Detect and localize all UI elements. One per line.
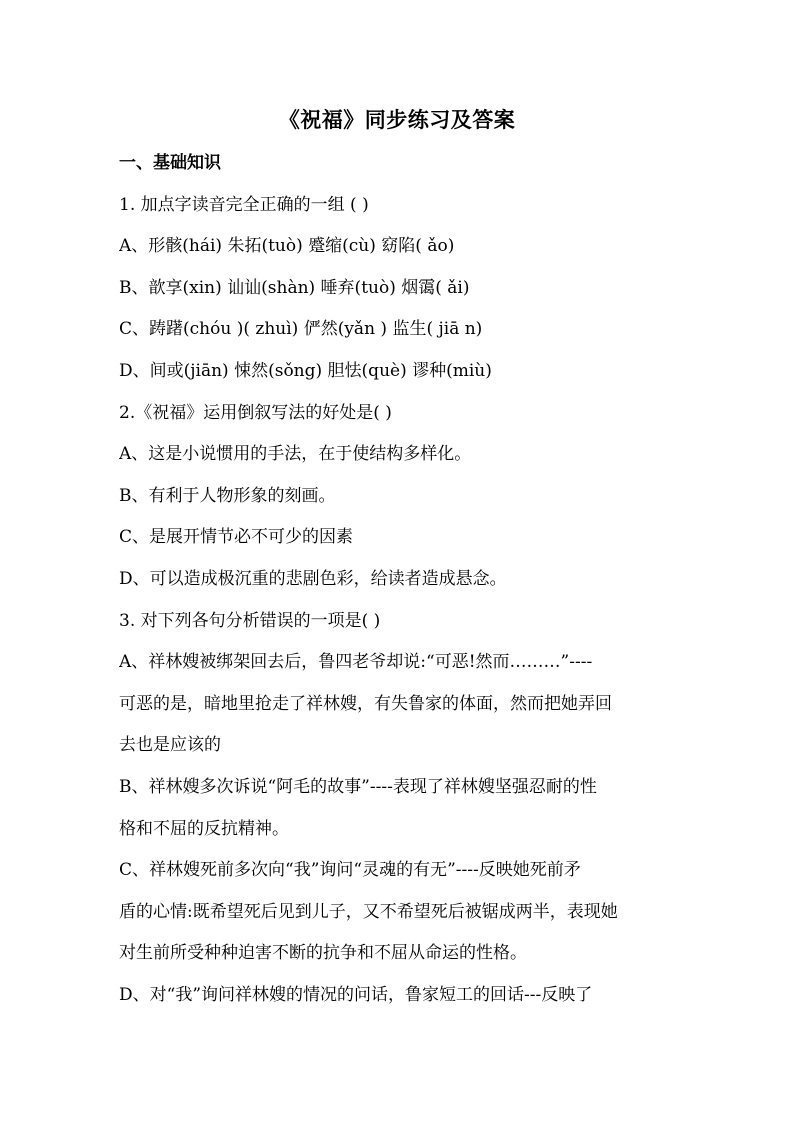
question-3-option-c-line-2: 盾的心情:既希望死后见到儿子，又不希望死后被锯成两半，表现她 xyxy=(119,901,618,922)
question-1-stem: 1. 加点字读音完全正确的一组 ( ) xyxy=(119,194,369,215)
section-heading: 一、基础知识 xyxy=(119,153,221,173)
question-3-option-c-line-1: C、祥林嫂死前多次向“我”询问“灵魂的有无”----反映她死前矛 xyxy=(119,860,581,881)
question-2-option-c: C、是展开情节必不可少的因素 xyxy=(119,527,354,548)
document-title: 《祝福》同步练习及答案 xyxy=(278,107,516,132)
question-3-option-a-line-1: A、祥林嫂被绑架回去后，鲁四老爷却说:“可恶!然而………”---- xyxy=(119,652,593,673)
question-2-stem: 2.《祝福》运用倒叙写法的好处是( ) xyxy=(119,402,392,423)
question-1-option-b: B、歆享(xin) 讪讪(shàn) 唾弃(tuò) 烟霭( ǎi) xyxy=(119,277,470,298)
question-3-option-c-line-3: 对生前所受种种迫害不断的抗争和不屈从命运的性格。 xyxy=(119,943,527,964)
document-body xyxy=(119,143,679,1016)
question-3-option-d-line-1: D、对“我”询问祥林嫂的情况的问话，鲁家短工的回话---反映了 xyxy=(119,984,593,1005)
question-2-option-a: A、这是小说惯用的手法，在于使结构多样化。 xyxy=(119,444,472,465)
question-1-option-d: D、间或(jiān) 悚然(sǒng) 胆怯(què) 谬种(miù) xyxy=(119,360,492,381)
question-2-option-d: D、可以造成极沉重的悲剧色彩，给读者造成悬念。 xyxy=(119,568,507,589)
question-2-option-b: B、有利于人物形象的刻画。 xyxy=(119,485,336,506)
question-1-option-a: A、形骸(hái) 朱拓(tuò) 蹙缩(cù) 窈陷( ǎo) xyxy=(119,236,455,257)
question-3-option-b-line-2: 格和不屈的反抗精神。 xyxy=(119,818,289,839)
question-3-option-b-line-1: B、祥林嫂多次诉说“阿毛的故事”----表现了祥林嫂坚强忍耐的性 xyxy=(119,776,597,797)
question-3-option-a-line-2: 可恶的是，暗地里抢走了祥林嫂，有失鲁家的体面，然而把她弄回 xyxy=(119,693,612,714)
question-3-stem: 3. 对下列各句分析错误的一项是( ) xyxy=(119,610,381,631)
question-1-option-c: C、踌躇(chóu )( zhuì) 俨然(yǎn ) 监生( jiā n) xyxy=(119,319,483,340)
question-3-option-a-line-3: 去也是应该的 xyxy=(119,735,221,756)
